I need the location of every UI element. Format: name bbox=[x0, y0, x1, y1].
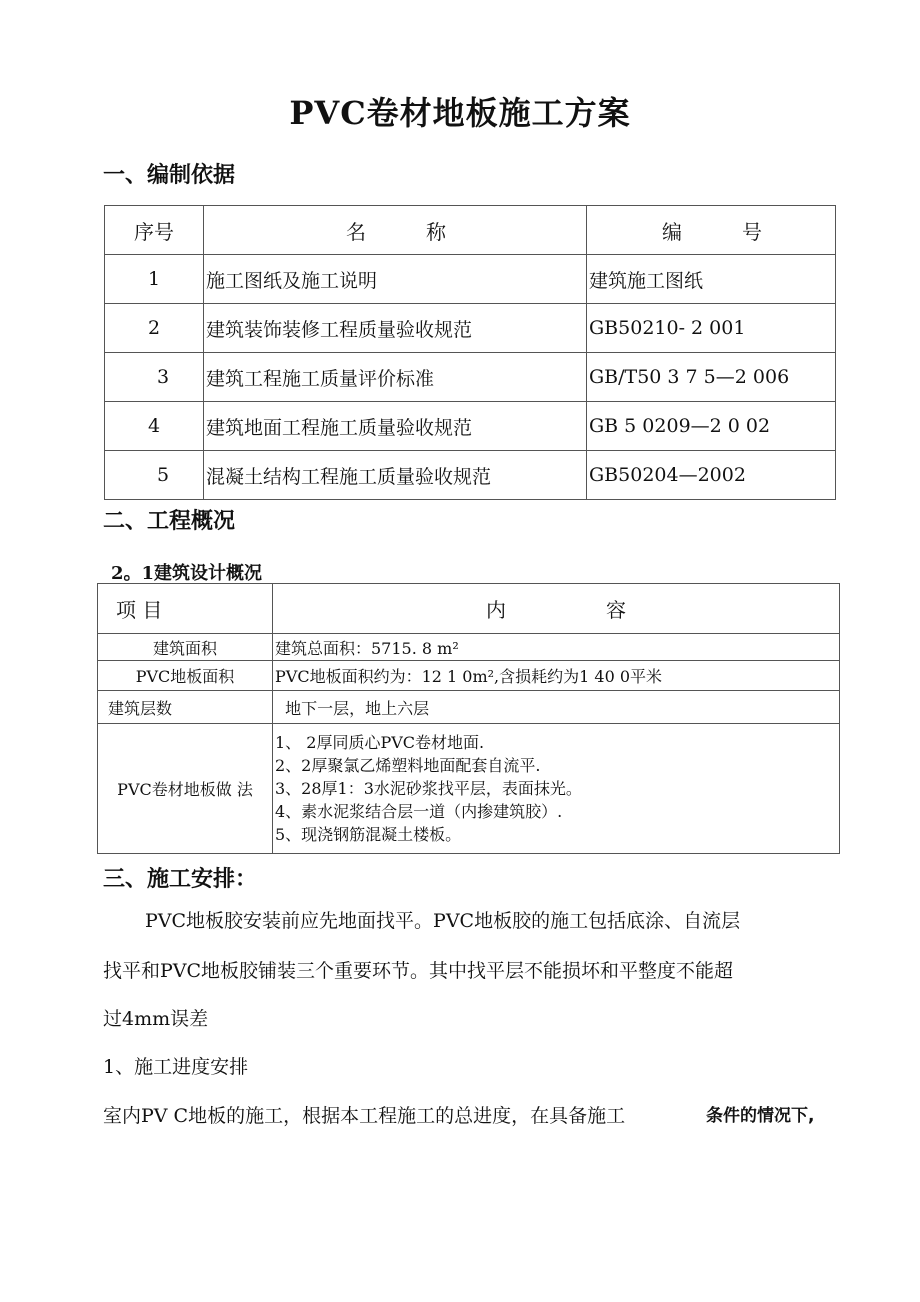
row-key: PVC地板面积 bbox=[98, 661, 273, 691]
col-header-no: 序号 bbox=[105, 206, 204, 255]
list-item: 1、施工进度安排 bbox=[103, 1056, 249, 1078]
method-line: 1、 2厚同质心PVC卷材地面. bbox=[275, 733, 485, 752]
row-value: PVC地板面积约为：12 1 0m²,含损耗约为1 40 0平米 bbox=[273, 661, 840, 691]
row-code: GB50210- 2 001 bbox=[587, 304, 836, 353]
row-name: 建筑地面工程施工质量验收规范 bbox=[204, 402, 587, 451]
method-key: PVC卷材地板做 法 bbox=[98, 724, 273, 854]
paragraph-line: 室内PV C地板的施工，根据本工程施工的总进度，在具备施工 bbox=[103, 1105, 626, 1127]
row-no: 5 bbox=[105, 451, 204, 500]
table-row bbox=[98, 661, 840, 691]
table-row bbox=[98, 691, 840, 724]
table-row bbox=[105, 451, 836, 500]
col-header-code: 编 号 bbox=[587, 206, 836, 255]
section2-subheading: 2。1建筑设计概况 bbox=[111, 563, 263, 584]
section2-heading: 二、工程概况 bbox=[103, 508, 236, 534]
col-header-content: 内 容 bbox=[273, 584, 840, 634]
table-row bbox=[105, 402, 836, 451]
row-key: 建筑面积 bbox=[98, 634, 273, 661]
row-no: 3 bbox=[105, 353, 204, 402]
table-row bbox=[98, 724, 840, 854]
row-no: 2 bbox=[105, 304, 204, 353]
table-row bbox=[98, 634, 840, 661]
method-list bbox=[273, 724, 840, 854]
paragraph-line: PVC地板胶安装前应先地面找平。PVC地板胶的施工包括底涂、自流层 bbox=[145, 910, 741, 932]
method-line: 3、28厚1：3水泥砂浆找平层，表面抹光。 bbox=[275, 779, 582, 798]
table-row bbox=[105, 353, 836, 402]
row-value: 地下一层，地上六层 bbox=[273, 691, 840, 724]
row-code: 建筑施工图纸 bbox=[587, 255, 836, 304]
row-name: 建筑装饰装修工程质量验收规范 bbox=[204, 304, 587, 353]
method-line: 2、2厚聚氯乙烯塑料地面配套自流平. bbox=[275, 756, 541, 775]
row-name: 施工图纸及施工说明 bbox=[204, 255, 587, 304]
row-name: 建筑工程施工质量评价标准 bbox=[204, 353, 587, 402]
paragraph-line: 过4mm误差 bbox=[103, 1008, 209, 1030]
col-header-item: 项 目 bbox=[98, 584, 273, 634]
table-row bbox=[105, 304, 836, 353]
row-key: 建筑层数 bbox=[98, 691, 273, 724]
paragraph-line: 找平和PVC地板胶铺装三个重要环节。其中找平层不能损坏和平整度不能超 bbox=[103, 960, 734, 982]
row-no: 4 bbox=[105, 402, 204, 451]
row-code: GB/T50 3 7 5—2 006 bbox=[587, 353, 836, 402]
method-line: 4、素水泥浆结合层一道（内掺建筑胶）. bbox=[275, 802, 563, 821]
section3-heading: 三、施工安排： bbox=[103, 866, 258, 892]
row-name: 混凝土结构工程施工质量验收规范 bbox=[204, 451, 587, 500]
table-header-row bbox=[105, 206, 836, 255]
row-code: GB 5 0209—2 0 02 bbox=[587, 402, 836, 451]
overview-table bbox=[97, 583, 840, 854]
col-header-name: 名 称 bbox=[204, 206, 587, 255]
section1-heading: 一、编制依据 bbox=[103, 162, 236, 188]
method-line: 5、现浇钢筋混凝土楼板。 bbox=[275, 825, 462, 844]
row-value: 建筑总面积：5715. 8 m² bbox=[273, 634, 840, 661]
basis-table bbox=[104, 205, 836, 500]
paragraph-line-end: 条件的情况下, bbox=[706, 1106, 815, 1126]
document-title: PVC卷材地板施工方案 bbox=[289, 94, 631, 132]
table-header-row bbox=[98, 584, 840, 634]
row-no: 1 bbox=[105, 255, 204, 304]
row-code: GB50204—2002 bbox=[587, 451, 836, 500]
table-row bbox=[105, 255, 836, 304]
